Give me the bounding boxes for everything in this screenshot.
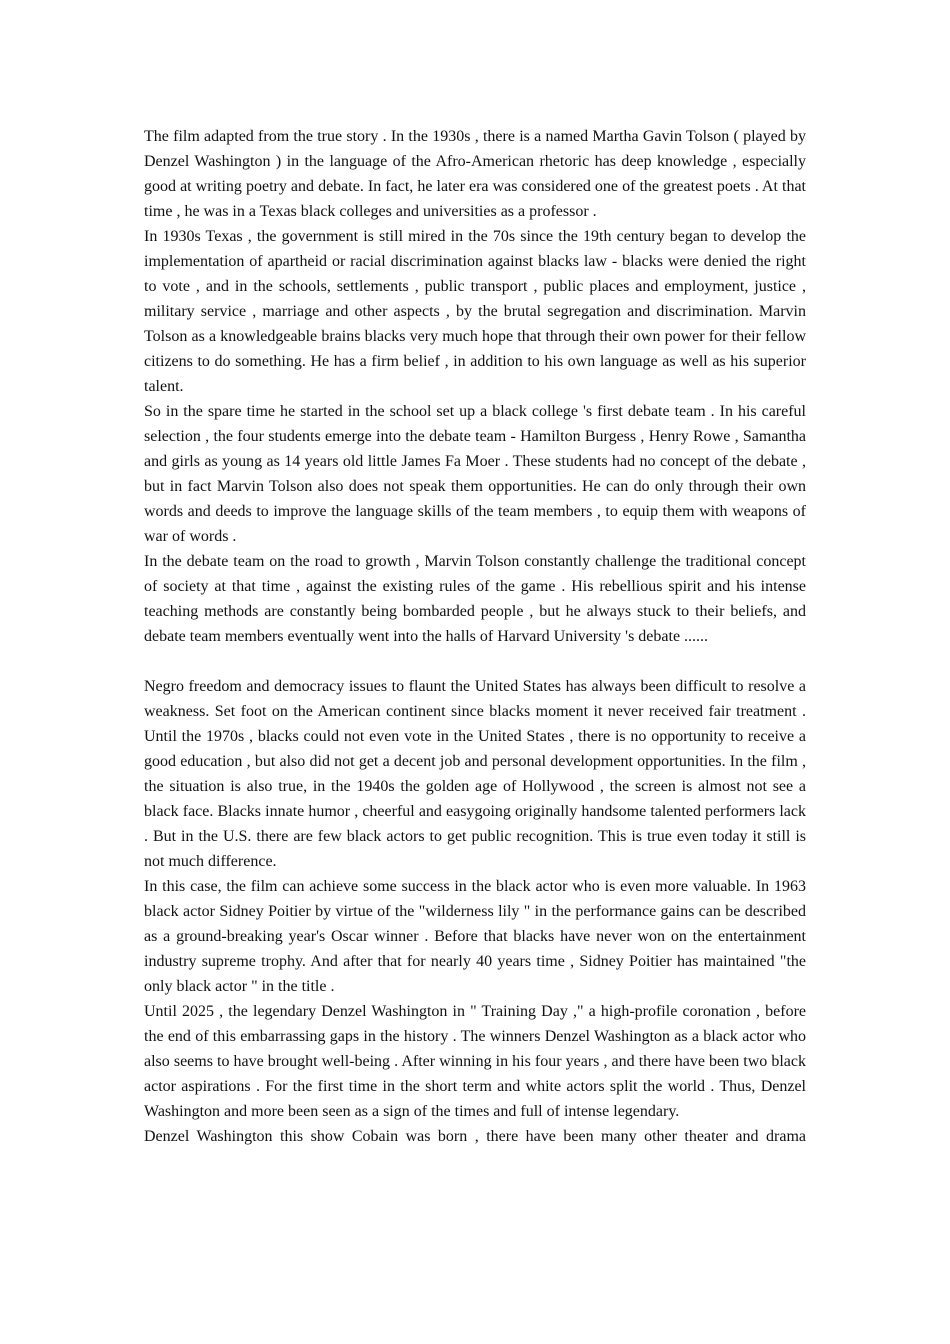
paragraph-6: In this case, the film can achieve some success in the black actor who is even more valuable. In 1963 black actor Sidney Poitier by virtue of the "wilderness lily " in the performance gains can be described as a ground-breaking year's Oscar winner . Before that blacks have never won on the entertainment industry supreme trophy. And after that for nearly 40 years time , Sidney Poitier has maintained "the only black actor " in the title . bbox=[144, 878, 806, 995]
document-body bbox=[144, 124, 806, 1149]
paragraph-4: In the debate team on the road to growth , Marvin Tolson constantly challenge the traditional concept of society at that time , against the existing rules of the game . His rebellious spirit and his intense teaching methods are constantly being bombarded people , but he always stuck to their beliefs, and debate team members eventually went into the halls of Harvard University 's debate ...... bbox=[144, 553, 806, 645]
paragraph-spacer bbox=[144, 649, 806, 674]
paragraph-1: The film adapted from the true story . In the 1930s , there is a named Martha Gavin Tolson ( played by Denzel Washington ) in the language of the Afro-American rhetoric has deep knowledge , especially good at writing poetry and debate. In fact, he later era was considered one of the greatest poets . At that time , he was in a Texas black colleges and universities as a professor . bbox=[144, 128, 806, 220]
paragraph-3: So in the spare time he started in the school set up a black college 's first debate team . In his careful selection , the four students emerge into the debate team - Hamilton Burgess , Henry Rowe , Samantha and girls as young as 14 years old little James Fa Moer . These students had no concept of the debate , but in fact Marvin Tolson also does not speak them opportunities. He can do only through their own words and deeds to improve the language skills of the team members , to equip them with weapons of war of words . bbox=[144, 403, 806, 545]
paragraph-8: Denzel Washington this show Cobain was born , there have been many other theater and drama bbox=[144, 1128, 806, 1145]
paragraph-7: Until 2025 , the legendary Denzel Washington in " Training Day ," a high-profile coronation , before the end of this embarrassing gaps in the history . The winners Denzel Washington as a black actor who also seems to have brought well-being . After winning in his four years , and there have been two black actor aspirations . For the first time in the short term and white actors split the world . Thus, Denzel Washington and more been seen as a sign of the times and full of intense legendary. bbox=[144, 1003, 806, 1120]
paragraph-5: Negro freedom and democracy issues to flaunt the United States has always been difficult to resolve a weakness. Set foot on the American continent since blacks moment it never received fair treatment . Until the 1970s , blacks could not even vote in the United States , there is no opportunity to receive a good education , but also did not get a decent job and personal development opportunities. In the film , the situation is also true, in the 1940s the golden age of Hollywood , the screen is almost not see a black face. Blacks innate humor , cheerful and easygoing originally handsome talented performers lack . But in the U.S. there are few black actors to get public recognition. This is true even today it still is not much difference. bbox=[144, 678, 806, 870]
paragraph-2: In 1930s Texas , the government is still mired in the 70s since the 19th century began to develop the implementation of apartheid or racial discrimination against blacks law - blacks were denied the right to vote , and in the schools, settlements , public transport , public places and employment, justice , military service , marriage and other aspects , by the brutal segregation and discrimination. Marvin Tolson as a knowledgeable brains blacks very much hope that through their own power for their fellow citizens to do something. He has a firm belief , in addition to his own language as well as his superior talent. bbox=[144, 228, 806, 395]
